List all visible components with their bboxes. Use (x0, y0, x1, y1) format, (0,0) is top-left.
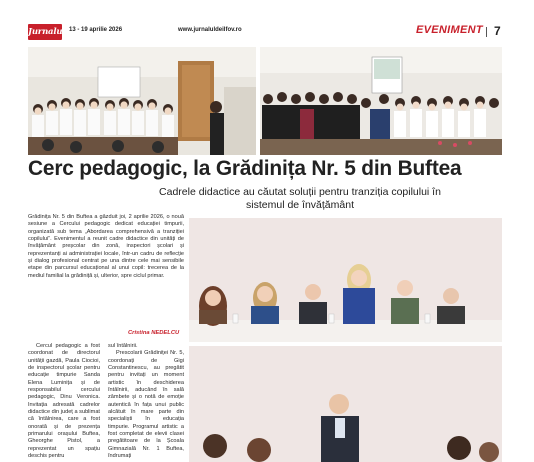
lead-paragraph: Grădinița Nr. 5 din Buftea a găzduit joi, 2 aprilie 2026, o nouă sesiune a Cercului pedagogic dedicat educației timpurii, organizată sub tema „Abordarea comprehensivă a tranziției copilului”. Evenimentul a reunit cadre didactice din unități de învățământ preșcolar din zonă, inspectori școlari și reprezentanți ai administrației locale, într-un cadru de reflecție și dialog profesional centrat pe una dintre cele mai sensibile etape din parcursul educațional al unui copil: trecerea de la mediul familial la grădiniță și, ulterior, spre ciclul primar. (28, 214, 184, 279)
column-2-paragraph: Prescolarii Grădiniței Nr. 5, coordonați de Gigi Constantinescu, au pregătit pentru invitați un moment artistic în deschiderea întâlnirii, aducând în sală zâmbete și o notă de emoție autentică în fața unui public alcătuit în mare parte din specialiști în educația timpurie. Programul artistic a fost completat de elevii clasei pregătitoare de la Școala Gimnazială Nr. 1 Buftea, îndrumați (108, 350, 184, 460)
photo-speaker-balloons (189, 346, 502, 462)
column-2-intro: sul întâlnirii. (108, 343, 138, 349)
article-column-1 (28, 343, 100, 461)
article-column-2 (108, 343, 184, 461)
masthead-divider (486, 27, 487, 37)
balloon-wall-panel (189, 218, 502, 342)
issue-dates: 13 - 19 aprilie 2026 (69, 27, 123, 33)
newspaper-logo: Jurnalul (28, 24, 62, 40)
website-url[interactable]: www.jurnaluldeilfov.ro (178, 27, 242, 33)
photo-children-group (28, 47, 256, 155)
photo-panel-balloons (189, 218, 502, 342)
masthead (28, 24, 509, 40)
page-number: 7 (494, 24, 501, 38)
photo-audience-performance (260, 47, 502, 155)
section-label: EVENIMENT (416, 24, 483, 36)
author-byline: Cristina NEDELCU (128, 330, 180, 336)
article-headline: Cerc pedagogic, la Grădinița Nr. 5 din Buftea (28, 157, 462, 180)
balloon-wall-speaker (189, 346, 502, 462)
article-subheadline: Cadrele didactice au căutat soluții pentru tranziția copilului în sistemul de învățământ (159, 186, 441, 211)
article-lead (28, 214, 184, 280)
column-1-paragraph: Cercul pedagogic a fost coordonat de directorul unității gazdă, Paula Ciocioi, de inspectorul școlar pentru educație timpurie Sanda Elena Luminița și de responsabilul cercului pedagogic, Dinu Veronica. Invitația adresată cadrelor didactice din județ a sublimat că întâlnirea, care a fost onorată și de prezența primarului orașului Buftea, Gheorghe Pistol, a reprezentat un spațiu deschis pentru (28, 343, 100, 460)
